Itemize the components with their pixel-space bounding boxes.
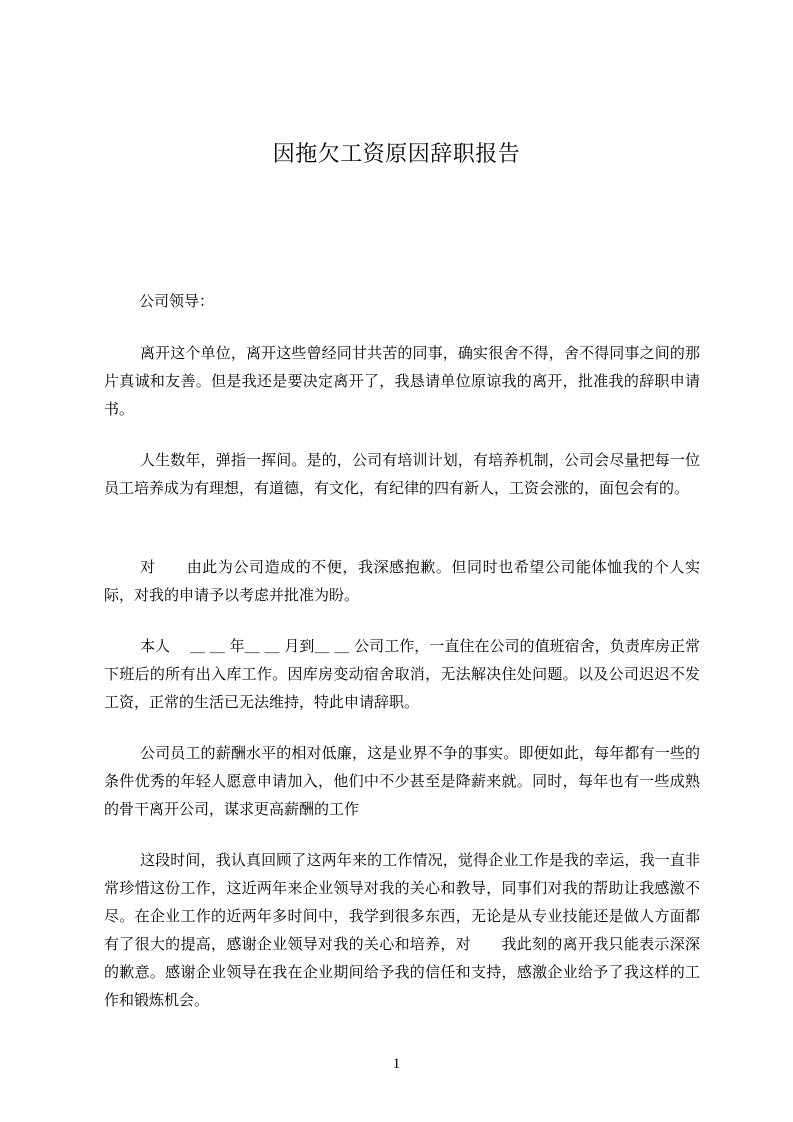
document-title: 因拖欠工资原因辞职报告 (272, 142, 521, 167)
paragraph-6: 这段时间，我认真回顾了这两年来的工作情况，觉得企业工作是我的幸运，我一直非常珍惜这份工作，这近两年来企业领导对我的关心和教导，同事们对我的帮助让我感激不尽。在企业工作的近两年多时间中，我学到很多东西，无论是从专业技能还是做人方面都有了很大的提高，感谢企业领导对我的关心和培养，对 我此刻的离开我只能表示深深的歉意。感谢企业领导在我在企业期间给予我的信任和支持，感激企业给予了我这样的工作和锻炼机会。 (104, 851, 700, 1009)
page-number: 1 (392, 1056, 401, 1072)
paragraph-1: 离开这个单位，离开这些曾经同甘共苦的同事，确实很舍不得，舍不得同事之间的那片真诚和友善。但是我还是要决定离开了，我恳请单位原谅我的离开，批准我的辞职申请书。 (104, 344, 700, 418)
paragraph-2: 人生数年，弹指一挥间。是的，公司有培训计划，有培养机制，公司会尽量把每一位员工培养成为有理想，有道德，有文化，有纪律的四有新人，工资会涨的，面包会有的。 (104, 451, 700, 497)
salutation: 公司领导： (139, 292, 215, 310)
paragraph-5: 公司员工的薪酬水平的相对低廉，这是业界不争的事实。即便如此，每年都有一些的条件优秀的年轻人愿意申请加入，他们中不少甚至是降薪来就。同时，每年也有一些成熟的骨干离开公司，谋求更高薪酬的工作 (104, 744, 700, 818)
paragraph-4: 本人 ＿ ＿ 年＿ ＿ 月到＿ ＿ 公司工作，一直住在公司的值班宿舍，负责库房正常下班后的所有出入库工作。因库房变动宿舍取消，无法解决住处问题。以及公司迟迟不发工资，正常的生活已无法维持，特此申请辞职。 (104, 637, 700, 711)
paragraph-3: 对 由此为公司造成的不便，我深感抱歉。但同时也希望公司能体恤我的个人实际，对我的申请予以考虑并批准为盼。 (104, 558, 700, 604)
